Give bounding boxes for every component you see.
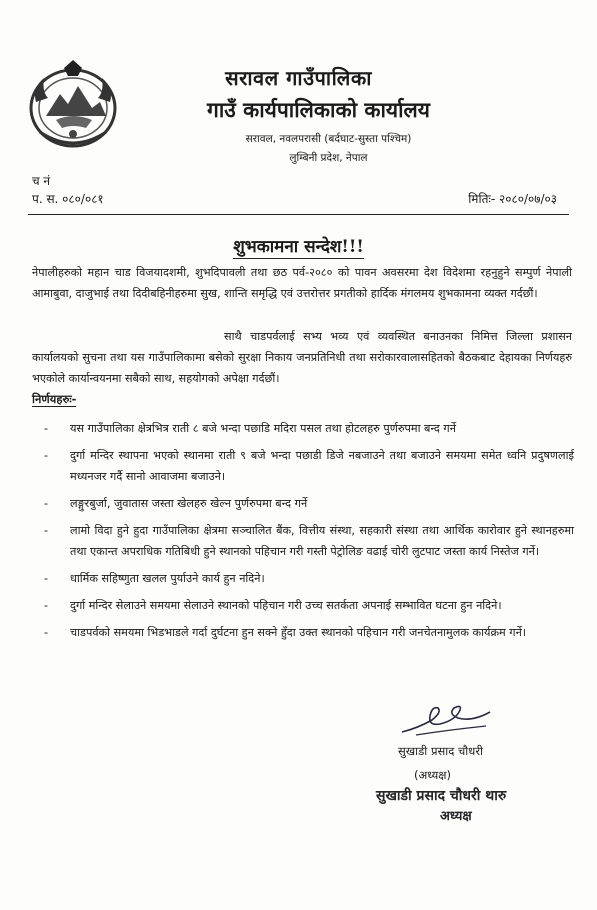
list-item [32, 445, 574, 487]
decision-text: दुर्गा मन्दिर सेलाउने समयमा सेलाउने स्थानको पहिचान गरी उच्च सतर्कता अपनाई सम्भावित घटना हुन नदिने। [70, 599, 502, 612]
decisions-heading-text: निर्णयहरुः- [32, 392, 77, 406]
stamp-post: अध्यक्ष [440, 809, 472, 824]
decision-text: दुर्गा मन्दिर स्थापना भएको स्थानमा राती ९ बजे भन्दा पछाडी डिजे नबजाउने तथा बजाउने समयमा समेत ध्वनि प्रदुषणलाई मध्यनजर गर्दै सानो आवाजमा बजाउने। [70, 449, 574, 483]
list-item [32, 568, 574, 589]
decisions-list [32, 418, 574, 649]
bullet-dash: - [44, 599, 49, 612]
dispatch-number: च नं [32, 174, 51, 188]
bullet-dash: - [44, 524, 49, 537]
decision-text: धार्मिक सहिष्णुता खलल पुर्याउने कार्य हुन नदिने। [70, 572, 265, 585]
body-paragraph-1: नेपालीहरुको महान चाड विजयादशमी, शुभदिपावली तथा छठ पर्व-२०८० को पावन अवसरमा देश विदेशमा रहनुहुने सम्पुर्ण नेपाली आमाबुवा, दाजुभाई तथा दिदीबहिनीहरुमा सुख, शान्ति समृद्धि एवं उत्तरोत्तर प्रगतीको हार्दिक मंगलमय शुभकामना व्यक्त गर्दछौं। [32, 266, 572, 300]
list-item [32, 418, 574, 439]
signatory-post: (अध्यक्ष) [414, 768, 451, 782]
decisions-heading [32, 392, 76, 407]
list-item [32, 520, 574, 562]
bullet-dash: - [44, 626, 49, 639]
bullet-dash: - [44, 497, 49, 510]
office-address: सरावल, नवलपरासी (बर्दघाट-सुस्ता पश्चिम) [245, 133, 412, 145]
list-item [32, 493, 574, 514]
decision-text: यस गाउँपालिका क्षेत्रभित्र राती ८ बजे भन्दा पछाडि मदिरा पसल तथा होटलहरु पुर्णरुपमा बन्द गर्ने [70, 422, 456, 435]
bullet-dash: - [44, 449, 49, 462]
bullet-dash: - [44, 422, 49, 435]
subject-text: शुभकामना सन्देश!!! [233, 237, 364, 257]
list-item [32, 622, 574, 643]
list-item [32, 595, 574, 616]
decision-text: लङ्गुरबुर्जा, जुवातास जस्ता खेलहरु खेल्न पुर्णरुपमा बन्द गर्ने [70, 497, 308, 510]
letter-reference-number: प. स. ०८०/०८१ [32, 192, 104, 206]
letter-date: मितिः- २०८०/०७/०३ [468, 192, 557, 206]
decision-text: चाडपर्वको समयमा भिडभाडले गर्दा दुर्घटना हुन सक्ने हुँदा उक्त स्थानको पहिचान गरी जनचेतनामुलक कार्यक्रम गर्ने। [70, 626, 527, 639]
letter-subject [0, 234, 597, 257]
body-paragraph-2: साथै चाडपर्वलाई सभ्य भव्य एवं व्यवस्थित बनाउनका निमित्त जिल्ला प्रशासन कार्यालयको सुचना तथा यस गाउँपालिकामा बसेको सुरक्षा निकाय जनप्रतिनिधी तथा सरोकारवालासहितको बैठकबाट देहायका निर्णयहरु भएकोले कार्यान्वयनमा सबैको साथ, सहयोगको अपेक्षा गर्दछौं। [32, 330, 572, 385]
office-title: गाउँ कार्यपालिकाको कार्यालय [207, 97, 430, 122]
signatory-name: सुखाडी प्रसाद चौधरी [398, 744, 484, 758]
decision-text: लामो विदा हुने हुदा गाउँपालिका क्षेत्रमा सञ्चालित बैंक, वित्तीय संस्था, सहकारी संस्था तथा आर्थिक कारोवार हुने स्थानहरुमा तथा एकान्त अपराधिक गतिबिधी हुने स्थानको पहिचान गरी गस्ती पेट्रोलिङ वढाई चोरी लुटपाट जस्ता कार्य निस्तेज गर्ने। [70, 524, 574, 558]
office-province: लुम्बिनी प्रदेश, नेपाल [289, 152, 368, 164]
header-divider [28, 214, 569, 215]
bullet-dash: - [44, 572, 49, 585]
stamp-name: सुखाडी प्रसाद चौधरी थारु [376, 788, 507, 804]
office-name: सरावल गाउँपालिका [225, 66, 372, 90]
handwritten-signature [398, 702, 498, 738]
